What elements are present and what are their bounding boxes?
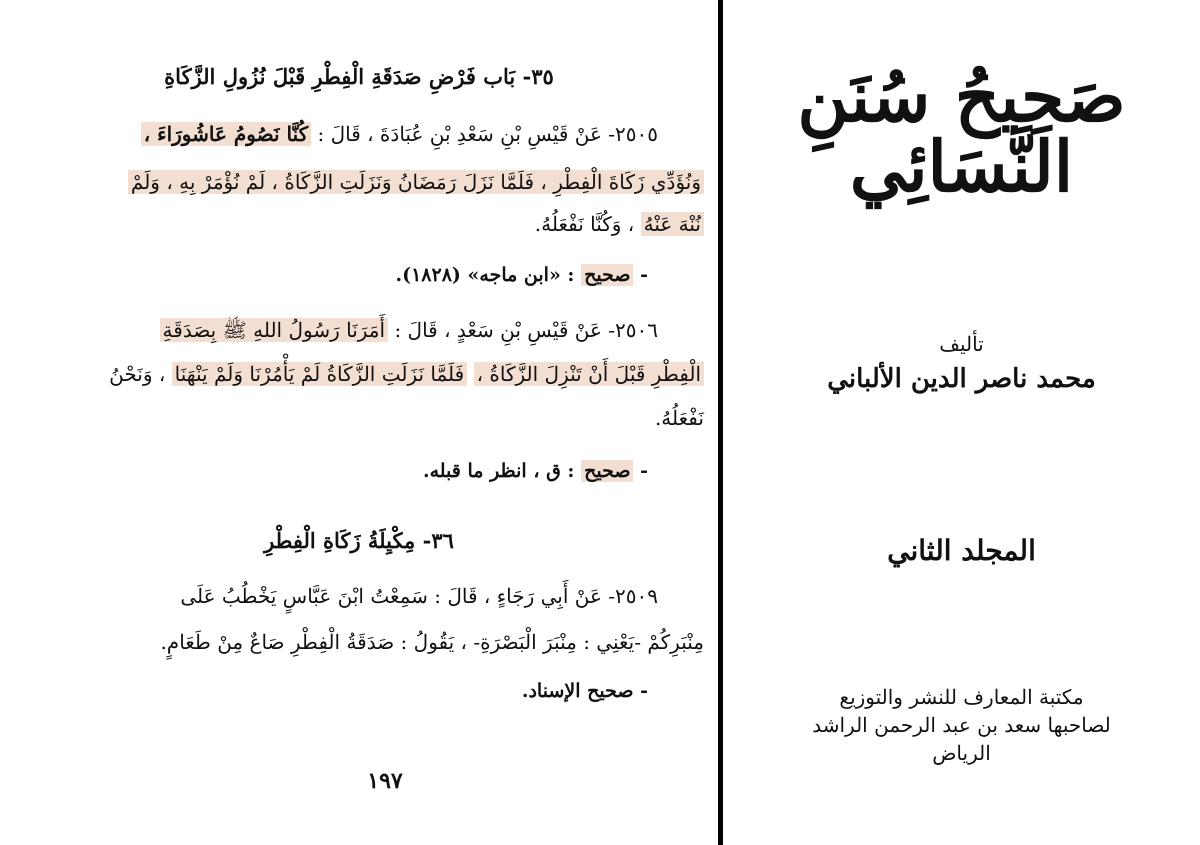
hadith-2506-highlight-3: فَلَمَّا نَزَلَتِ الزَّكَاةُ لَمْ يَأْمُرْنَا وَلَمْ يَنْهَنَا bbox=[172, 362, 468, 386]
hadith-2505-line-3 bbox=[535, 212, 704, 236]
hadith-2505-line-2 bbox=[128, 170, 704, 194]
hadith-2509-line-2: مِنْبَرِكُمْ -يَعْنِي : مِنْبَرَ الْبَصْرَةِ- ، يَقُولُ : صَدَقَةُ الْفِطْرِ صَاعٌ مِنْ طَعَامٍ. bbox=[160, 630, 704, 654]
chapter-heading-35: ٣٥- بَاب فَرْضِ صَدَقَةِ الْفِطْرِ قَبْلَ نُزُولِ الزَّكَاةِ bbox=[164, 64, 554, 89]
hadith-2506-line-1 bbox=[160, 318, 658, 347]
author-name: محمد ناصر الدين الألباني bbox=[827, 364, 1096, 394]
hadith-2506-line-3: نَفْعَلُهُ. bbox=[654, 406, 704, 430]
hadith-2505-highlight-1: كُنَّا نَصُومُ عَاشُورَاءَ ، bbox=[141, 122, 311, 146]
hadith-2506-grade bbox=[423, 460, 648, 482]
grade-dash: - bbox=[640, 264, 648, 286]
hadith-2505-highlight-3: نُنْهَ عَنْهُ bbox=[641, 212, 704, 236]
publisher-line-1: مكتبة المعارف للنشر والتوزيع bbox=[839, 685, 1084, 709]
hadith-2506-prefix: ٢٥٠٦- عَنْ قَيْسِ بْنِ سَعْدٍ ، قَالَ : bbox=[394, 318, 658, 342]
volume-label: المجلد الثاني bbox=[887, 534, 1036, 567]
hadith-2505-grade bbox=[395, 264, 648, 286]
book-title: صَحِيحُ سُنَنِ النَّسَائِي bbox=[797, 55, 1126, 208]
grade-dash: - bbox=[640, 460, 648, 482]
grade-source: : ق ، انظر ما قبله. bbox=[422, 460, 575, 482]
hadith-2506-highlight-1: أَمَرَنَا رَسُولُ اللهِ ﷺ بِصَدَقَةِ bbox=[160, 318, 389, 342]
grade-word: صحيح bbox=[581, 264, 633, 286]
publisher-block bbox=[723, 683, 1200, 767]
hadith-2509-grade: - صحيح الإسناد. bbox=[521, 680, 648, 702]
page-number: ١٩٧ bbox=[367, 768, 403, 794]
hadith-2505-highlight-2: وَنُؤَدِّي زَكَاةَ الْفِطْرِ ، فَلَمَّا نَزَلَ رَمَضَانُ وَنَزَلَتِ الزَّكَاةُ ، لَمْ نُؤْمَرْ بِهِ ، وَلَمْ bbox=[128, 170, 704, 194]
grade-word: صحيح bbox=[581, 460, 633, 482]
publisher-line-2: لصاحبها سعد بن عبد الرحمن الراشد bbox=[812, 713, 1111, 737]
right-page bbox=[723, 0, 1200, 845]
author-label: تأليف bbox=[939, 332, 984, 356]
hadith-2509-line-1: ٢٥٠٩- عَنْ أَبِي رَجَاءٍ ، قَالَ : سَمِعْتُ ابْنَ عَبَّاسٍ يَخْطُبُ عَلَى bbox=[180, 584, 658, 608]
hadith-2506-line-2 bbox=[109, 362, 704, 386]
hadith-2505-prefix: ٢٥٠٥- عَنْ قَيْسِ بْنِ سَعْدِ بْنِ عُبَادَةَ ، قَالَ : bbox=[317, 122, 658, 146]
hadith-2506-rest: ، وَنَحْنُ bbox=[109, 362, 166, 386]
chapter-heading-36: ٣٦- مِكْيِلَةُ زَكَاةِ الْفِطْرِ bbox=[264, 528, 454, 553]
hadith-2505-rest: ، وَكُنَّا نَفْعَلُهُ. bbox=[534, 212, 635, 236]
hadith-2505-line-1 bbox=[141, 122, 658, 146]
publisher-line-3: الرياض bbox=[932, 741, 991, 765]
hadith-2506-highlight-2: الْفِطْرِ قَبْلَ أَنْ تَنْزِلَ الزَّكَاةُ ، bbox=[474, 362, 704, 386]
grade-source: : «ابن ماجه» (١٨٢٨). bbox=[395, 264, 575, 286]
